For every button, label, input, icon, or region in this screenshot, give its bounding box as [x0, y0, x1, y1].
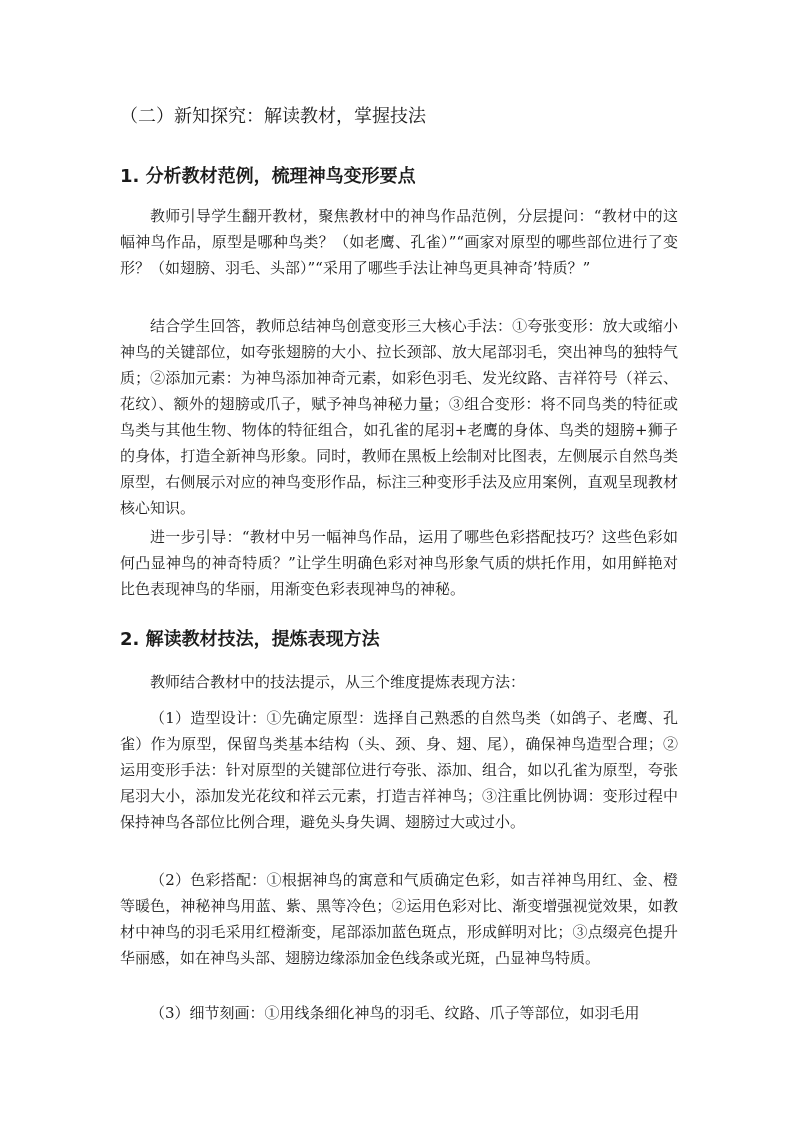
paragraph: （2）色彩搭配：①根据神鸟的寓意和气质确定色彩，如吉祥神鸟用红、金、橙等暖色，神秘神鸟用蓝、紫、黑等冷色；②运用色彩对比、渐变增强视觉效果，如教材中神鸟的羽毛采用红橙渐变，尾部添加蓝色斑点，形成鲜明对比；③点缀亮色提升华丽感，如在神鸟头部、翅膀边缘添加金色线条或光斑，凸显神鸟特质。	[120, 871, 678, 967]
paragraph: 结合学生回答，教师总结神鸟创意变形三大核心手法：①夸张变形：放大或缩小神鸟的关键部位，如夸张翅膀的大小、拉长颈部、放大尾部羽毛，突出神鸟的独特气质；②添加元素：为神鸟添加神奇元素，如彩色羽毛、发光纹路、吉祥符号（祥云、花纹）、额外的翅膀或爪子，赋予神鸟神秘力量；③组合变形：将不同鸟类的特征或鸟类与其他生物、物体的特征组合，如孔雀的尾羽+老鹰的身体、鸟类的翅膀+狮子的身体，打造全新神鸟形象。同时，教师在黑板上绘制对比图表，左侧展示自然鸟类原型，右侧展示对应的神鸟变形作品，标注三种变形手法及应用案例，直观呈现教材核心知识。	[120, 317, 678, 517]
paragraph: 进一步引导：“教材中另一幅神鸟作品，运用了哪些色彩搭配技巧？这些色彩如何凸显神鸟的神奇特质？”让学生明确色彩对神鸟形象气质的烘托作用，如用鲜艳对比色表现神鸟的华丽，用渐变色彩表现神鸟的神秘。	[120, 528, 678, 598]
paragraph: 教师引导学生翻开教材，聚焦教材中的神鸟作品范例，分层提问：“教材中的这幅神鸟作品，原型是哪种鸟类？（如老鹰、孔雀）”“画家对原型的哪些部位进行了变形？（如翅膀、羽毛、头部）”“采用了哪些手法让神鸟更具神奇’特质？”	[120, 207, 678, 277]
subsection-heading-1: 1. 分析教材范例，梳理神鸟变形要点	[120, 166, 416, 187]
subsection-heading-2: 2. 解读教材技法，提炼表现方法	[120, 629, 380, 650]
section-heading: （二）新知探究：解读教材，掌握技法	[120, 106, 426, 127]
paragraph: （3）细节刻画：①用线条细化神鸟的羽毛、纹路、爪子等部位，如羽毛用	[150, 1004, 640, 1022]
paragraph: （1）造型设计：①先确定原型：选择自己熟悉的自然鸟类（如鸽子、老鹰、孔雀）作为原型，保留鸟类基本结构（头、颈、身、翅、尾），确保神鸟造型合理；②运用变形手法：针对原型的关键部位进行夸张、添加、组合，如以孔雀为原型，夸张尾羽大小，添加发光花纹和祥云元素，打造吉祥神鸟；③注重比例协调：变形过程中保持神鸟各部位比例合理，避免头身失调、翅膀过大或过小。	[120, 709, 678, 831]
paragraph: 教师结合教材中的技法提示，从三个维度提炼表现方法：	[150, 673, 526, 691]
